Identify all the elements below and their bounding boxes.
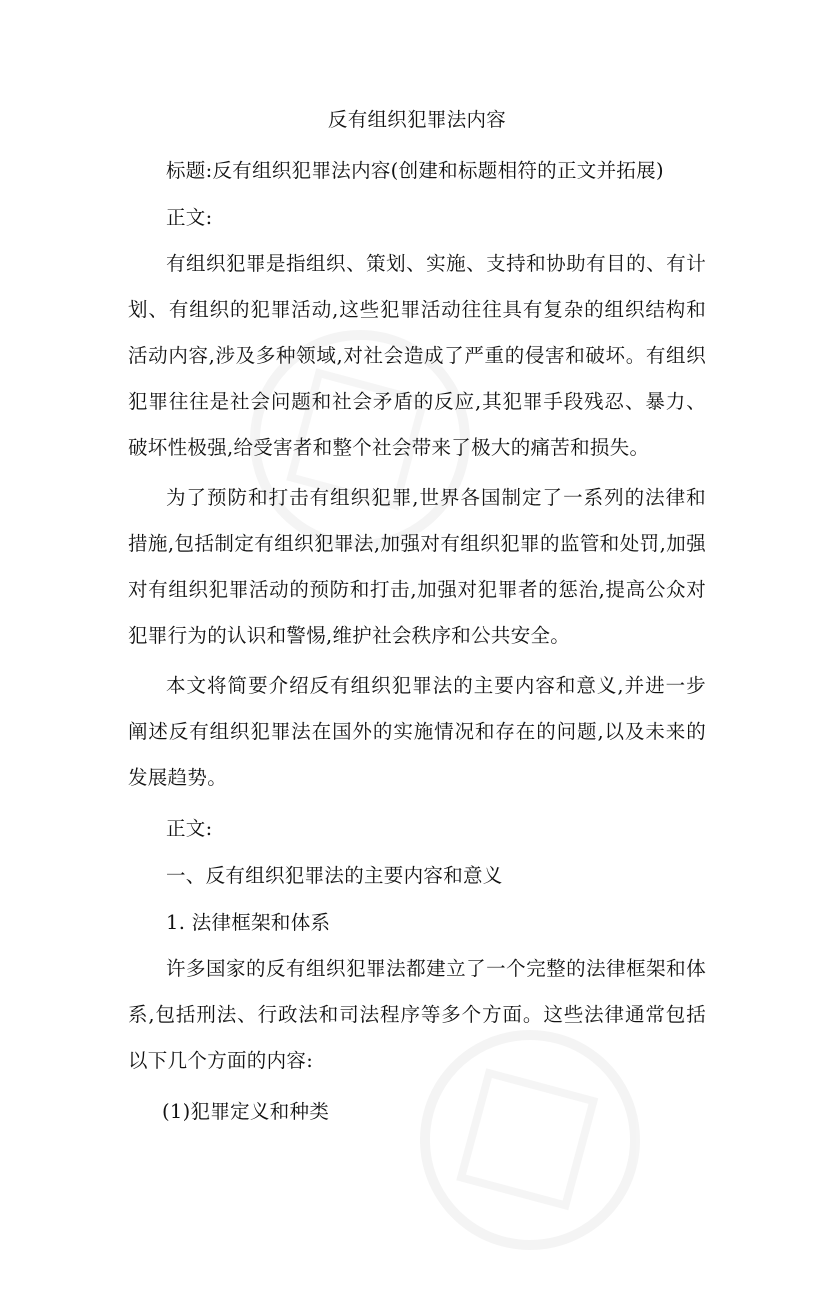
document-title: 反有组织犯罪法内容 (327, 108, 507, 131)
paragraph: 为了预防和打击有组织犯罪,世界各国制定了一系列的法律和措施,包括制定有组织犯罪法,加强对有组织犯罪的监管和处罚,加强对有组织犯罪活动的预防和打击,加强对犯罪者的惩治,提高公众对犯罪行为的认识和警惕,维护社会秩序和公共安全。 (128, 486, 706, 647)
list-item: (1)犯罪定义和种类 (162, 1100, 330, 1123)
paragraph: 有组织犯罪是指组织、策划、实施、支持和协助有目的、有计划、有组织的犯罪活动,这些犯罪活动往往具有复杂的组织结构和活动内容,涉及多种领域,对社会造成了严重的侵害和破坏。有组织犯罪往往是社会问题和社会矛盾的反应,其犯罪手段残忍、暴力、破坏性极强,给受害者和整个社会带来了极大的痛苦和损失。 (128, 252, 706, 459)
subtitle-line: 标题:反有组织犯罪法内容(创建和标题相符的正文并拓展) (166, 159, 664, 182)
section-heading: 一、反有组织犯罪法的主要内容和意义 (166, 864, 503, 887)
body-label: 正文: (166, 817, 213, 840)
paragraph: 许多国家的反有组织犯罪法都建立了一个完整的法律框架和体系,包括刑法、行政法和司法程序等多个方面。这些法律通常包括以下几个方面的内容: (128, 957, 706, 1072)
subsection-heading: 1. 法律框架和体系 (166, 911, 331, 934)
document-body (128, 98, 706, 1135)
body-label: 正文: (166, 206, 213, 229)
paragraph: 本文将简要介绍反有组织犯罪法的主要内容和意义,并进一步阐述反有组织犯罪法在国外的实施情况和存在的问题,以及未来的发展趋势。 (128, 674, 706, 789)
